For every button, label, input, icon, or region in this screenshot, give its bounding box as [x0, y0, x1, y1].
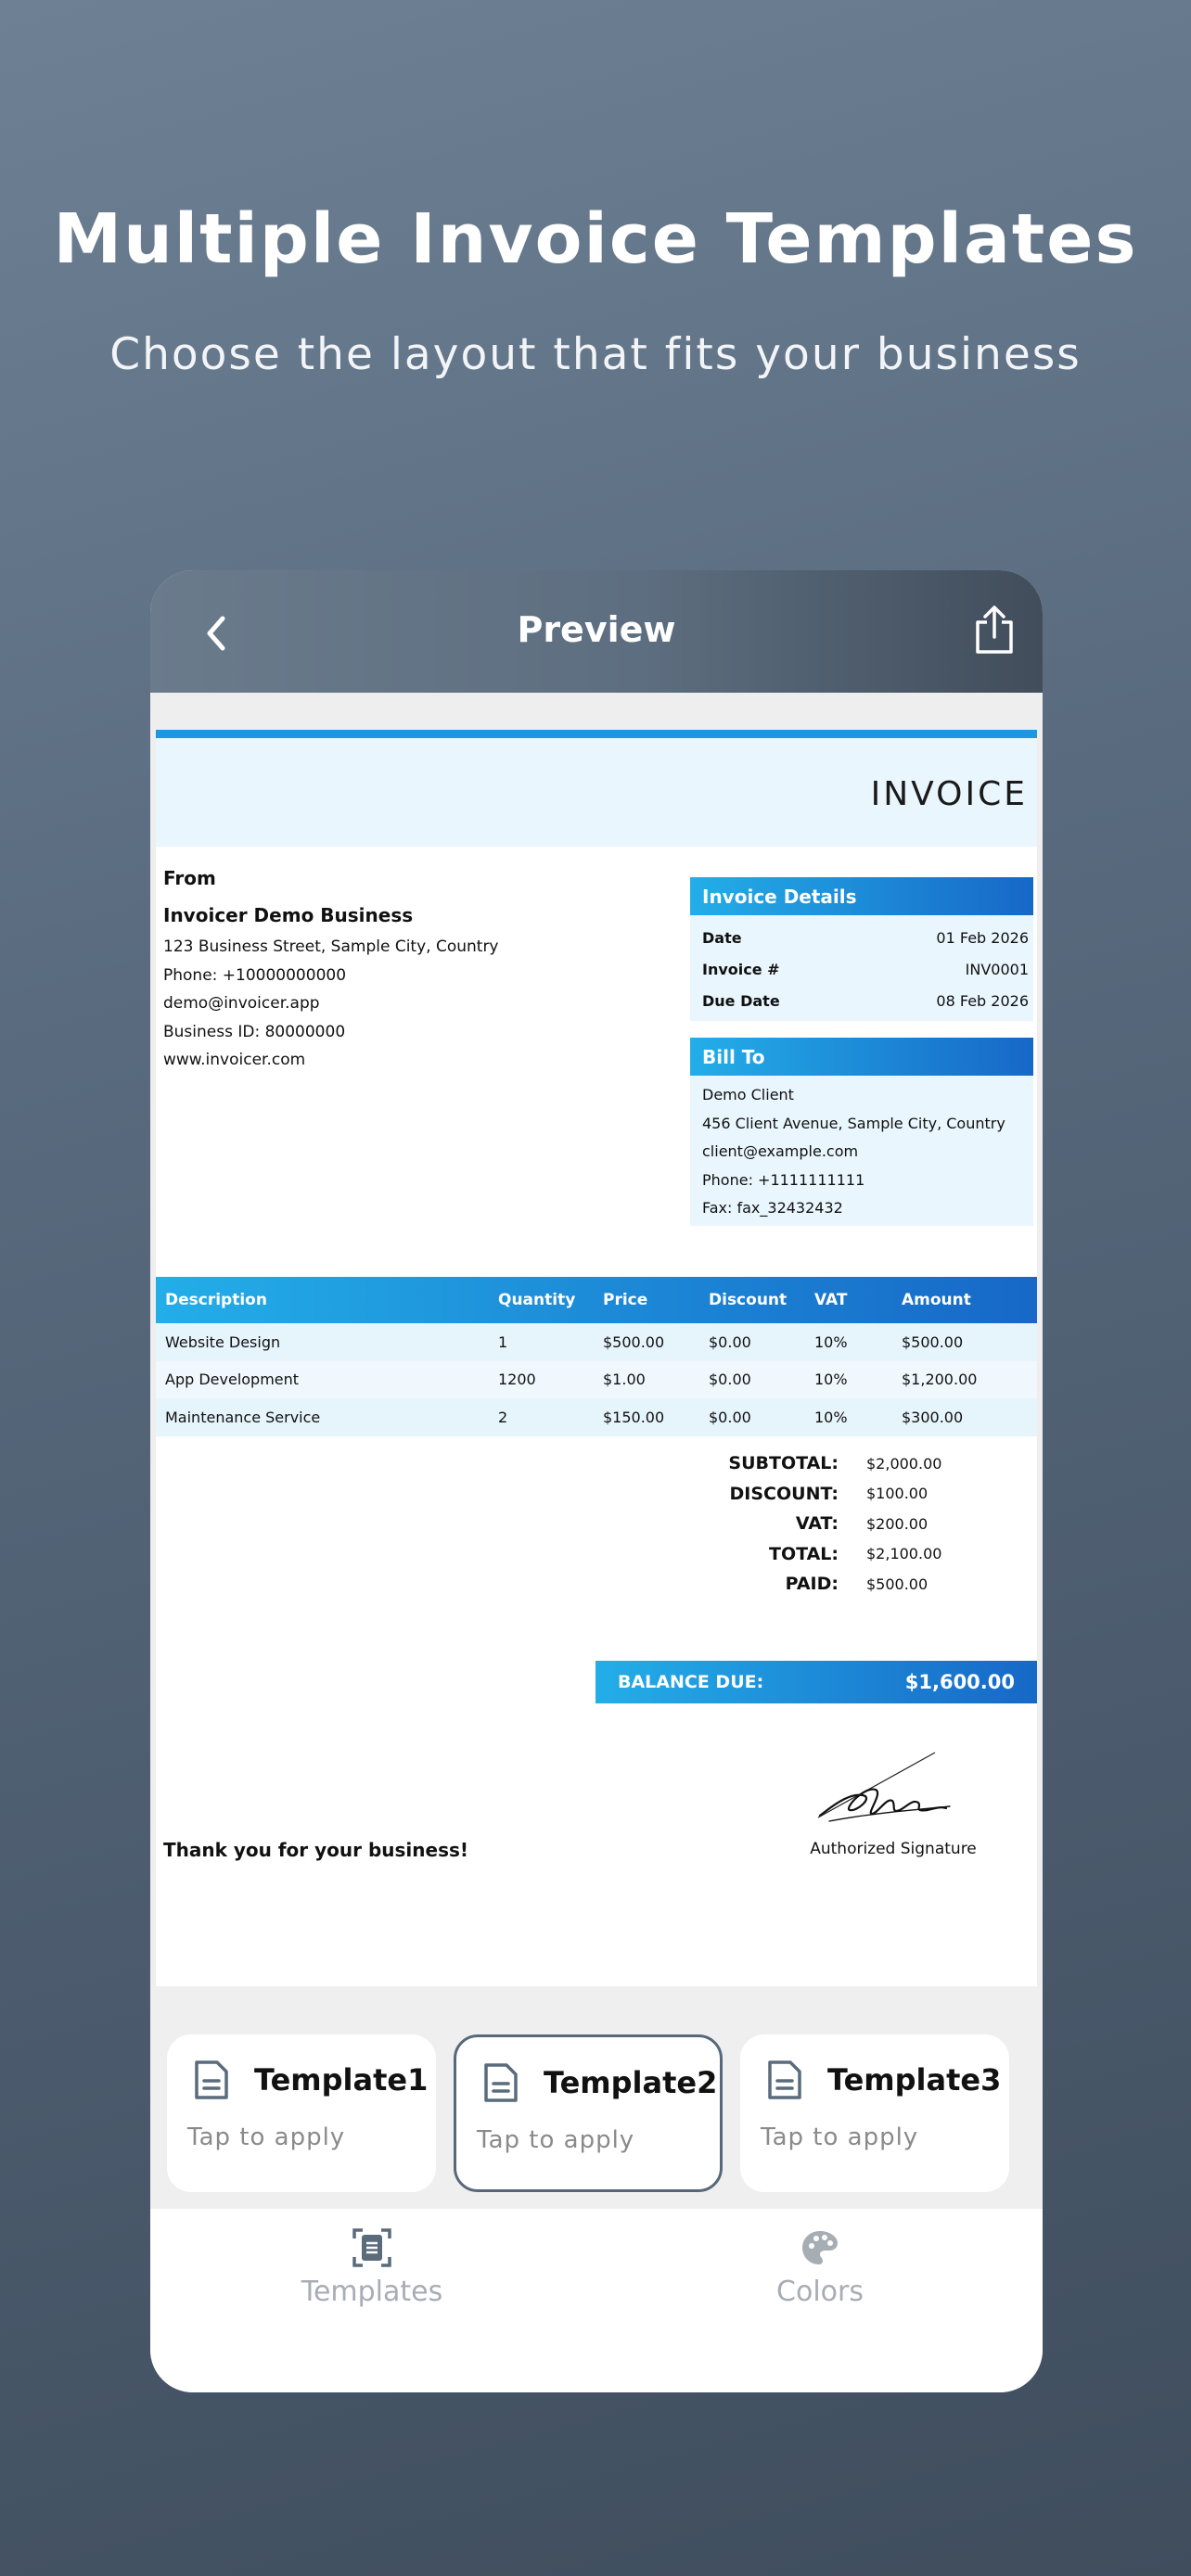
document-icon — [193, 2059, 230, 2101]
total-value: $100.00 — [866, 1485, 928, 1503]
cell-price: $150.00 — [603, 1408, 665, 1426]
column-header-amount: Amount — [902, 1291, 971, 1309]
template-name: Template1 — [254, 2062, 429, 2098]
hero-title: Multiple Invoice Templates — [53, 199, 1138, 279]
nav-colors-tab[interactable] — [681, 2227, 959, 2308]
cell-price: $500.00 — [603, 1333, 665, 1351]
invoice-details-title: Invoice Details — [690, 877, 1033, 915]
thank-you-note: Thank you for your business! — [163, 1839, 469, 1861]
palette-icon — [800, 2227, 840, 2268]
nav-templates-tab[interactable] — [233, 2227, 511, 2308]
cell-amount: $500.00 — [902, 1333, 964, 1351]
total-row-subtotal — [675, 1448, 1037, 1479]
nav-templates-label: Templates — [301, 2276, 443, 2308]
bill-to-title: Bill To — [690, 1038, 1033, 1076]
total-row-paid — [675, 1569, 1037, 1600]
document-icon — [766, 2059, 803, 2101]
business-name: Invoicer Demo Business — [163, 904, 414, 926]
total-row-discount — [675, 1479, 1037, 1510]
bottom-nav — [150, 2209, 1043, 2392]
detail-value: INV0001 — [965, 960, 1029, 978]
total-value: $200.00 — [866, 1514, 928, 1533]
from-block — [163, 867, 683, 1079]
invoice-details-panel — [690, 877, 1033, 1021]
invoice-header-band — [156, 738, 1037, 847]
document-scan-icon — [352, 2227, 392, 2268]
column-header-vat: VAT — [814, 1291, 848, 1309]
cell-vat: 10% — [814, 1371, 848, 1389]
detail-value: 01 Feb 2026 — [936, 928, 1029, 947]
invoice-title: INVOICE — [870, 775, 1028, 813]
from-label: From — [163, 867, 216, 889]
cell-amount: $300.00 — [902, 1408, 964, 1426]
share-button[interactable] — [970, 602, 1018, 657]
nav-colors-label: Colors — [776, 2276, 864, 2308]
detail-key: Invoice # — [702, 960, 780, 978]
business-address: 123 Business Street, Sample City, Country — [163, 937, 499, 956]
detail-key: Date — [702, 928, 742, 947]
total-label: VAT: — [795, 1513, 839, 1535]
cell-amount: $1,200.00 — [902, 1371, 978, 1389]
cell-description: Website Design — [165, 1333, 281, 1351]
cell-quantity: 1200 — [498, 1371, 536, 1389]
client-email: client@example.com — [702, 1142, 859, 1160]
total-label: PAID: — [785, 1574, 839, 1595]
cell-price: $1.00 — [603, 1371, 646, 1389]
bill-to-panel — [690, 1038, 1033, 1226]
client-fax: Fax: fax_32432432 — [702, 1199, 843, 1217]
business-email: demo@invoicer.app — [163, 994, 320, 1013]
template-tap-hint: Tap to apply — [187, 2123, 346, 2151]
client-name: Demo Client — [702, 1086, 794, 1103]
balance-due-value: $1,600.00 — [904, 1671, 1015, 1693]
total-label: SUBTOTAL: — [728, 1453, 839, 1474]
total-value: $2,000.00 — [866, 1454, 942, 1473]
signature-image — [811, 1745, 959, 1829]
cell-quantity: 1 — [498, 1333, 508, 1351]
business-id: Business ID: 80000000 — [163, 1022, 346, 1041]
cell-discount: $0.00 — [709, 1408, 751, 1426]
business-website: www.invoicer.com — [163, 1051, 306, 1069]
detail-row-date — [690, 922, 1033, 953]
items-header-row — [156, 1277, 1037, 1323]
totals-block — [675, 1448, 1037, 1600]
cell-discount: $0.00 — [709, 1371, 751, 1389]
total-row-total — [675, 1539, 1037, 1570]
column-header-quantity: Quantity — [498, 1291, 576, 1309]
detail-key: Due Date — [702, 991, 780, 1010]
total-value: $500.00 — [866, 1575, 928, 1593]
template-picker — [150, 1986, 1043, 2209]
page-title: Preview — [517, 609, 676, 650]
balance-due-bar — [596, 1661, 1037, 1703]
signature-label: Authorized Signature — [810, 1840, 977, 1858]
cell-quantity: 2 — [498, 1408, 508, 1426]
detail-row-invoice-number — [690, 953, 1033, 985]
template-name: Template3 — [827, 2062, 1002, 2098]
detail-row-due-date — [690, 985, 1033, 1016]
table-row — [156, 1323, 1037, 1361]
detail-value: 08 Feb 2026 — [936, 991, 1029, 1010]
document-icon — [482, 2061, 519, 2104]
column-header-description: Description — [165, 1291, 267, 1309]
preview-topbar — [150, 570, 1043, 693]
invoice-document — [156, 730, 1037, 1986]
balance-due-label: BALANCE DUE: — [618, 1672, 764, 1692]
template-tap-hint: Tap to apply — [761, 2123, 919, 2151]
total-row-vat — [675, 1509, 1037, 1539]
template-card-3[interactable] — [740, 2034, 1009, 2192]
total-label: DISCOUNT: — [729, 1483, 839, 1504]
column-header-discount: Discount — [709, 1291, 788, 1309]
template-card-2[interactable] — [454, 2034, 723, 2192]
table-row — [156, 1398, 1037, 1436]
cell-vat: 10% — [814, 1408, 848, 1426]
template-tap-hint: Tap to apply — [477, 2126, 635, 2154]
table-row — [156, 1361, 1037, 1399]
cell-description: Maintenance Service — [165, 1408, 321, 1426]
phone-frame — [150, 570, 1043, 2392]
total-label: TOTAL: — [768, 1543, 839, 1564]
client-phone: Phone: +1111111111 — [702, 1170, 865, 1189]
template-card-1[interactable] — [167, 2034, 436, 2192]
template-name: Template2 — [544, 2065, 718, 2100]
business-phone: Phone: +10000000000 — [163, 965, 347, 985]
cell-vat: 10% — [814, 1333, 848, 1351]
accent-line — [156, 730, 1037, 738]
column-header-price: Price — [603, 1291, 648, 1309]
invoice-preview-area[interactable] — [150, 693, 1043, 1986]
cell-discount: $0.00 — [709, 1333, 751, 1351]
cell-description: App Development — [165, 1371, 300, 1389]
total-value: $2,100.00 — [866, 1545, 942, 1563]
hero-subtitle: Choose the layout that fits your business — [109, 329, 1082, 380]
client-address: 456 Client Avenue, Sample City, Country — [702, 1114, 1005, 1132]
items-table — [156, 1277, 1037, 1436]
